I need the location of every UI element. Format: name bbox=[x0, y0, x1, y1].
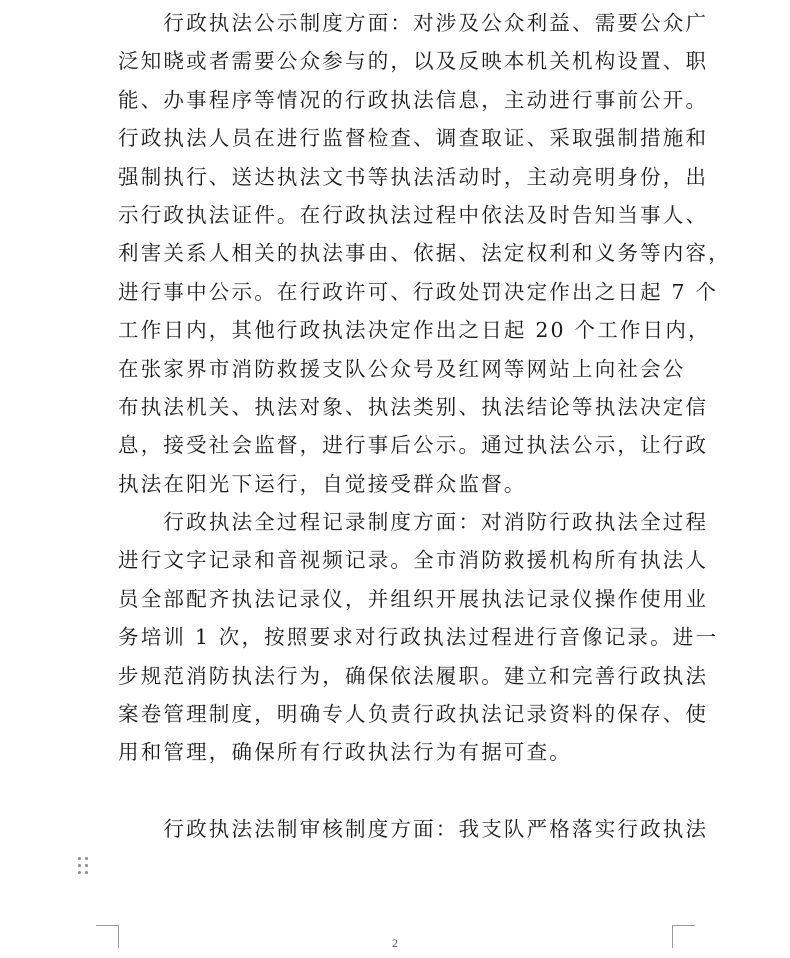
text-line-17: 务培训 1 次，按照要求对行政执法过程进行音像记录。进一 bbox=[118, 625, 719, 650]
paragraph-drag-handle-icon[interactable] bbox=[78, 857, 90, 877]
crop-mark-bottom-right bbox=[672, 925, 695, 948]
text-line-16: 员全部配齐执法记录仪，并组织开展执法记录仪操作使用业 bbox=[118, 586, 709, 611]
text-line-9: 工作日内，其他行政执法决定作出之日起 20 个工作日内， bbox=[118, 318, 711, 343]
text-line-10: 在张家界市消防救援支队公众号及红网等网站上向社会公 bbox=[118, 356, 686, 381]
text-line-3: 能、办事程序等情况的行政执法信息，主动进行事前公开。 bbox=[118, 87, 709, 112]
text-line-14: 行政执法全过程记录制度方面：对消防行政执法全过程 bbox=[118, 510, 709, 535]
blank-line bbox=[118, 772, 678, 810]
drag-dot bbox=[78, 857, 81, 860]
text-line-5: 强制执行、送达执法文书等执法活动时，主动亮明身份，出 bbox=[118, 164, 709, 189]
text-line-1: 行政执法公示制度方面：对涉及公众利益、需要公众广 bbox=[118, 11, 709, 35]
text-line-15: 进行文字记录和音视频记录。全市消防救援机构所有执法人 bbox=[118, 548, 709, 573]
text-line-2: 泛知晓或者需要公众参与的，以及反映本机关机构设置、职 bbox=[118, 49, 709, 74]
drag-dot bbox=[85, 871, 88, 874]
crop-mark-bottom-left bbox=[96, 925, 119, 948]
text-line-11: 布执法机关、执法对象、执法类别、执法结论等执法决定信 bbox=[118, 394, 709, 419]
text-line-18: 步规范消防执法行为，确保依法履职。建立和完善行政执法 bbox=[118, 663, 709, 688]
text-line-12: 息，接受社会监督，进行事后公示。通过执法公示，让行政 bbox=[118, 433, 709, 458]
document-body[interactable] bbox=[118, 4, 731, 849]
text-line-13: 执法在阳光下运行，自觉接受群众监督。 bbox=[118, 471, 527, 496]
text-line-6: 示行政执法证件。在行政执法过程中依法及时告知当事人、 bbox=[118, 202, 709, 227]
text-line-20: 用和管理，确保所有行政执法行为有据可查。 bbox=[118, 740, 572, 765]
page-number: 2 bbox=[392, 936, 398, 950]
drag-dot bbox=[78, 871, 81, 874]
text-line-4: 行政执法人员在进行监督检查、调查取证、采取强制措施和 bbox=[118, 126, 709, 151]
drag-dot bbox=[85, 864, 88, 867]
text-line-8: 进行事中公示。在行政许可、行政处罚决定作出之日起 7 个 bbox=[118, 279, 719, 304]
text-line-21: 行政执法法制审核制度方面：我支队严格落实行政执法 bbox=[118, 817, 709, 842]
drag-dot bbox=[78, 864, 81, 867]
text-line-7: 利害关系人相关的执法事由、依据、法定权利和义务等内容， bbox=[118, 241, 731, 266]
text-line-19: 案卷管理制度，明确专人负责行政执法记录资料的保存、使 bbox=[118, 702, 709, 727]
drag-dot bbox=[85, 857, 88, 860]
